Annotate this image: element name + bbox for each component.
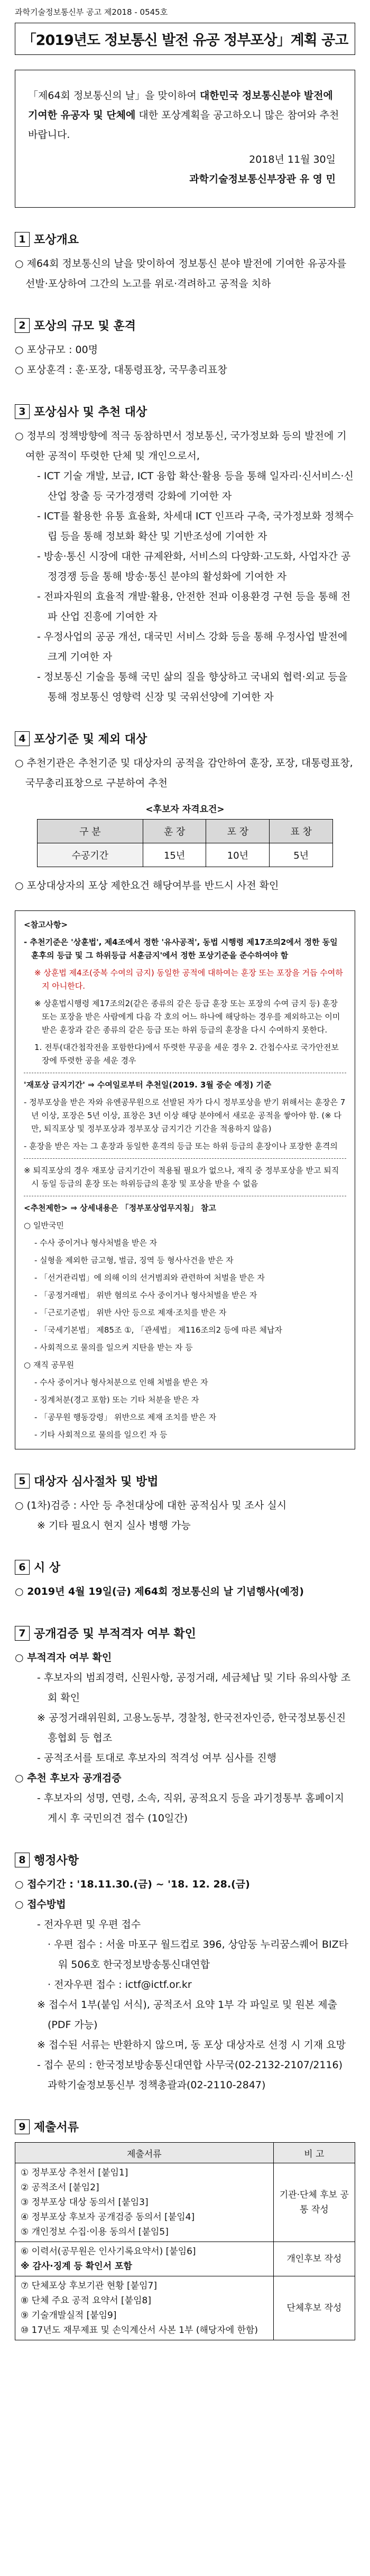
section-subitem: ※ 공정거래위원회, 고용노동부, 경찰청, 한국전자인증, 한국정보통신진흥협회 등 협조 — [37, 1712, 346, 1744]
note-list-item: - 「근로기준법」 위반 사안 등으로 제재·조치를 받은 자 — [34, 1308, 227, 1317]
table-header-row — [15, 2143, 355, 2163]
section-subitem: - 후보자의 범죄경력, 신원사항, 공정거래, 세금체납 및 기타 유의사항 조회 확인 — [37, 1672, 351, 1704]
note-list-item: - 「선거관리법」에 의해 이의 선거범죄와 관련하여 처벌을 받은 자 — [34, 1273, 265, 1282]
table-cell: 15년 — [143, 843, 206, 867]
section-2-title — [15, 317, 355, 333]
section-number: 5 — [15, 1474, 30, 1489]
note-paragraph: ※ 퇴직포상의 경우 재포상 금지기간이 적용될 필요가 없으나, 재직 중 정부포상을 받고 퇴직시 동일 등급의 훈장 또는 하위등급의 훈장 및 포상을 받을 수 없음 — [24, 1166, 339, 1188]
section-title-text: 대상자 심사절차 및 방법 — [34, 1475, 159, 1489]
notice-number: 과학기술정보통신부 공고 제2018 - 0545호 — [15, 7, 168, 17]
table-cell: 기관·단체 후보 공통 작성 — [273, 2163, 355, 2242]
section-number: 3 — [15, 404, 30, 419]
table-header: 구 분 — [38, 820, 143, 843]
intro-text-1: 「제64회 정보통신의 날」을 맞이하여 — [28, 90, 200, 101]
note-list-item: ○ 일반국민 — [24, 1221, 64, 1230]
table-cell: 개인후보 작성 — [273, 2242, 355, 2276]
section-subitem: - 우정사업의 공공 개선, 대국민 서비스 강화 등을 통해 우정사업 발전에 크게 기여한 자 — [37, 631, 348, 663]
divider — [24, 1158, 346, 1159]
document-item: ⑥ 이력서(공무원은 인사기록요약서) [붙임6] — [21, 2246, 196, 2257]
section-9-title — [15, 2118, 355, 2135]
note-paragraph: - 정부포상을 받은 자와 유엔공무원으로 선발된 자가 다시 정부포상을 받기 위해서는 훈장은 7년 이상, 포장은 5년 이상, 표창은 3년 이상 해당 분야에서 새로운 공적을 쌓아야 함. (※ 다만, 퇴직포상 및 정부포상과 정부포상 금지기간 기간을 적용하지 않음) — [24, 1098, 346, 1133]
note-list-item: - 실형을 제외한 금고형, 벌금, 징역 등 형사사건을 받은 자 — [34, 1256, 234, 1265]
section-3-title — [15, 403, 355, 420]
section-subitem: - ICT를 활용한 유통 효율화, 차세대 ICT 인프라 구축, 국가정보화 정책수립 등을 통해 정보화 확산 및 기반조성에 기여한 자 — [37, 510, 354, 542]
section-item: ○ 접수기간 : '18.11.30.(금) ~ '18. 12. 28.(금) — [15, 1878, 250, 1890]
intro-text — [28, 86, 342, 145]
table-row — [15, 2163, 355, 2242]
section-title-text: 포상의 규모 및 훈격 — [34, 320, 136, 333]
section-number: 7 — [15, 1626, 30, 1641]
note-list-item: ○ 재직 공무원 — [24, 1360, 75, 1370]
note-list-item: - 수사 중이거나 형사처벌을 받은 자 — [34, 1238, 158, 1248]
document-item: ③ 정부포상 대상 동의서 [붙임3] — [21, 2197, 149, 2208]
section-5-title — [15, 1473, 355, 1489]
intro-text-bold: 대한민국 정보통신분야 발전에 기여한 유공자 및 단체에 — [28, 90, 333, 121]
note-heading: <추천제한> ⇒ 상세내용은 「정부포상업무지침」 참고 — [24, 1203, 216, 1213]
section-number: 9 — [15, 2119, 30, 2134]
section-title-text: 행정사항 — [34, 1854, 79, 1867]
page-title: 「2019년도 정보통신 발전 유공 정부포상」계획 공고 — [15, 23, 355, 55]
section-subitem: - 전파자원의 효율적 개발·활용, 안전한 전파 이용환경 구현 등을 통해 전파 산업 진흥에 기여한 자 — [37, 591, 351, 622]
intro-box — [15, 70, 355, 208]
section-8-title — [15, 1852, 355, 1868]
section-subitem: - 후보자의 성명, 연령, 소속, 직위, 공적요지 등을 과기정통부 홈페이지 게시 후 국민의견 접수 (10일간) — [37, 1792, 344, 1824]
document-item: ※ 감사·징계 등 확인서 포함 — [21, 2261, 132, 2272]
document-item: ⑦ 단체포상 후보기관 현황 [붙임7] — [21, 2281, 157, 2291]
section-number: 4 — [15, 731, 30, 746]
note-paragraph: 1. 전투(대간첩작전을 포함한다)에서 뚜렷한 무공을 세운 경우 2. 간첩수사로 국가안전보장에 뚜렷한 공을 세운 경우 — [34, 1043, 339, 1065]
table-header-row — [38, 820, 333, 843]
section-1-title — [15, 231, 355, 247]
section-subitem: - 방송·통신 시장에 대한 규제완화, 서비스의 다양화·고도화, 사업자간 공정경쟁 등을 통해 방송·통신 분야의 활성화에 기여한 자 — [37, 551, 351, 582]
section-item: ○ 포상규모 : 00명 — [15, 344, 98, 356]
note-paragraph: ※ 상훈법시행령 제17조의2(같은 종류의 같은 등급 훈장 또는 포장의 수여 금지 등) 훈장 또는 포장을 받은 사람에게 다음 각 호의 어느 하나에 해당하는 경우를 제외하고는 이미 받은 훈장과 같은 종류의 같은 등급 또는 하위 등급의 훈장을 다시 수여하지 못한다. — [34, 999, 340, 1035]
note-list-item: - 「국세기본법」 제85조 ①, 「관세법」 제116조의2 등에 따른 체납자 — [34, 1325, 282, 1335]
table-cell — [15, 2242, 274, 2276]
section-item: ○ 포상대상자의 포상 제한요건 해당여부를 반드시 사전 확인 — [15, 880, 279, 891]
section-subitem: ※ 접수된 서류는 반환하지 않으며, 동 포상 대상자로 선정 시 기재 요망 — [37, 2039, 346, 2051]
table-cell: 수공기간 — [38, 843, 143, 867]
table-row — [15, 2242, 355, 2276]
section-7-title — [15, 1625, 355, 1641]
note-heading: <참고사항> — [24, 920, 68, 929]
section-number: 6 — [15, 1560, 30, 1575]
section-item: ○ 2019년 4월 19일(금) 제64회 정보통신의 날 기념행사(예정) — [15, 1586, 304, 1597]
table-cell — [15, 2163, 274, 2242]
award-qualification-table — [37, 819, 333, 867]
section-item: ○ 부적격자 여부 확인 — [15, 1652, 112, 1663]
table-row — [38, 843, 333, 867]
signature: 과학기술정보통신부장관 유 영 민 — [189, 173, 336, 185]
reference-note-box — [15, 910, 355, 1449]
note-list-item: - 기타 사회적으로 물의를 일으킨 자 등 — [34, 1430, 168, 1439]
table-header: 비 고 — [273, 2143, 355, 2163]
document-item: ① 정부포상 추천서 [붙임1] — [21, 2168, 128, 2178]
required-documents-table — [15, 2142, 355, 2340]
section-6-title — [15, 1559, 355, 1575]
document-item: ② 공적조서 [붙임2] — [21, 2182, 99, 2193]
section-4-title — [15, 730, 355, 747]
note-list-item: - 「공정거래법」 위반 혐의로 수사 중이거나 형사처벌을 받은 자 — [34, 1290, 257, 1300]
section-subitem: - 공적조서를 토대로 후보자의 적격성 여부 심사를 진행 — [37, 1752, 276, 1764]
table-row — [15, 2276, 355, 2340]
table-cell — [15, 2276, 274, 2340]
table-cell: 단체후보 작성 — [273, 2276, 355, 2340]
section-title-text: 제출서류 — [34, 2121, 79, 2134]
table-caption: <후보자 자격요건> — [145, 804, 225, 815]
section-title-text: 포상심사 및 추천 대상 — [34, 406, 147, 419]
section-subitem: - 전자우편 및 우편 접수 — [37, 1919, 141, 1930]
note-paragraph: - 훈장을 받은 자는 그 훈장과 동일한 훈격의 등급 또는 하위 등급의 훈장이나 포장한 훈격의 — [24, 1141, 338, 1151]
table-header: 훈 장 — [143, 820, 206, 843]
section-item: ○ 접수방법 — [15, 1899, 66, 1910]
section-number: 1 — [15, 232, 30, 247]
section-item: ○ 정부의 정책방향에 적극 동참하면서 정보통신, 국가정보화 등의 발전에 기여한 공적이 뚜렷한 단체 및 개인으로서, — [15, 430, 347, 462]
table-header: 제출서류 — [15, 2143, 274, 2163]
document-item: ⑤ 개인정보 수집·이용 동의서 [붙임5] — [21, 2227, 169, 2237]
section-subitem: - ICT 기술 개발, 보급, ICT 융합 확산·활용 등을 통해 일자리·신서비스·신산업 창출 등 국가경쟁력 강화에 기여한 자 — [37, 470, 354, 502]
section-subitem: · 우편 접수 : 서울 마포구 월드컵로 396, 상암동 누리꿈스퀘어 BIZ타워 506호 한국정보방송통신대연합 — [48, 1939, 348, 1970]
note-heading: '재포상 금지기간' ⇒ 수여일로부터 추천일(2019. 3월 중순 예정) 기준 — [24, 1080, 272, 1090]
document-item: ⑨ 기술개발실적 [붙임9] — [21, 2310, 117, 2321]
section-item: ○ (1차)검증 : 사안 등 추천대상에 대한 공적심사 및 조사 실시 — [15, 1500, 287, 1511]
note-list-item: - 수사 중이거나 형사처분으로 인해 처벌을 받은 자 — [34, 1378, 208, 1387]
section-title-text: 포상기준 및 제외 대상 — [34, 733, 147, 746]
section-subitem: ※ 기타 필요시 현지 실사 병행 가능 — [37, 1520, 191, 1531]
table-header: 포 장 — [206, 820, 270, 843]
section-item: ○ 추천기관은 추천기준 및 대상자의 공적을 감안하여 훈장, 포장, 대통령표창, 국무총리표창으로 구분하여 추천 — [15, 757, 353, 789]
section-number: 2 — [15, 318, 30, 333]
section-title-text: 공개검증 및 부적격자 여부 확인 — [34, 1628, 196, 1641]
section-title-text: 시 상 — [34, 1561, 61, 1575]
section-subitem: ※ 접수서 1부(붙임 서식), 공적조서 요약 1부 각 파일로 및 원본 제출 (PDF 가능) — [37, 1999, 337, 2031]
note-list-item: - 「공무원 행동강령」 위반으로 제재 조치를 받은 자 — [34, 1412, 217, 1422]
section-subitem: - 정보통신 기술을 통해 국민 삶의 질을 향상하고 국내외 협력·외교 등을 통해 정보통신 영향력 신장 및 국위선양에 기여한 자 — [37, 671, 348, 703]
section-item: ○ 포상훈격 : 훈·포장, 대통령표창, 국무총리표창 — [15, 364, 227, 376]
note-paragraph: - 추천기준은 '상훈법', 제4조에서 정한 '유사공적', 동법 시행령 제17조의2에서 정한 동일 훈후의 등급 및 그 하위등급 서훈금지'에서 정한 포상기준을 준수하여야 함 — [24, 937, 338, 960]
table-cell: 5년 — [270, 843, 333, 867]
section-item: ○ 추천 후보자 공개검증 — [15, 1772, 122, 1784]
notice-date: 2018년 11월 30일 — [249, 154, 336, 165]
section-number: 8 — [15, 1853, 30, 1867]
note-list-item: - 징계처분(경고 포함) 또는 기타 처분을 받은 자 — [34, 1395, 199, 1405]
intro-text-2: 대한 포상계획을 공고하오니 많은 참여와 추천 바랍니다. — [28, 109, 339, 141]
note-paragraph: ※ 상훈법 제4조(중복 수여의 금지) 동일한 공적에 대하여는 훈장 또는 포장을 거듭 수여하지 아니한다. — [34, 968, 343, 991]
section-title-text: 포상개요 — [34, 234, 79, 247]
document-item: ⑧ 단체 주요 공적 요약서 [붙임8] — [21, 2295, 151, 2306]
section-subitem: - 접수 문의 : 한국정보방송통신대연합 사무국(02-2132-2107/2116) 과학기술정보통신부 정책총괄과(02-2110-2847) — [37, 2059, 343, 2091]
table-header: 표 창 — [270, 820, 333, 843]
section-item: ○ 제64회 정보통신의 날을 맞이하여 정보통신 분야 발전에 기여한 유공자를 선발·포상하여 그간의 노고를 위로·격려하고 공적을 치하 — [15, 258, 347, 290]
table-cell: 10년 — [206, 843, 270, 867]
email-address[interactable]: · 전자우편 접수 : ictf@ictf.or.kr — [48, 1979, 192, 1991]
document-item: ④ 정부포상 후보자 공개검증 동의서 [붙임4] — [21, 2212, 195, 2222]
note-list-item: - 사회적으로 물의를 일으켜 지탄을 받는 자 등 — [34, 1343, 193, 1352]
document-item: ⑩ 17년도 재무제표 및 손익계산서 사본 1부 (해당자에 한함) — [21, 2325, 258, 2336]
